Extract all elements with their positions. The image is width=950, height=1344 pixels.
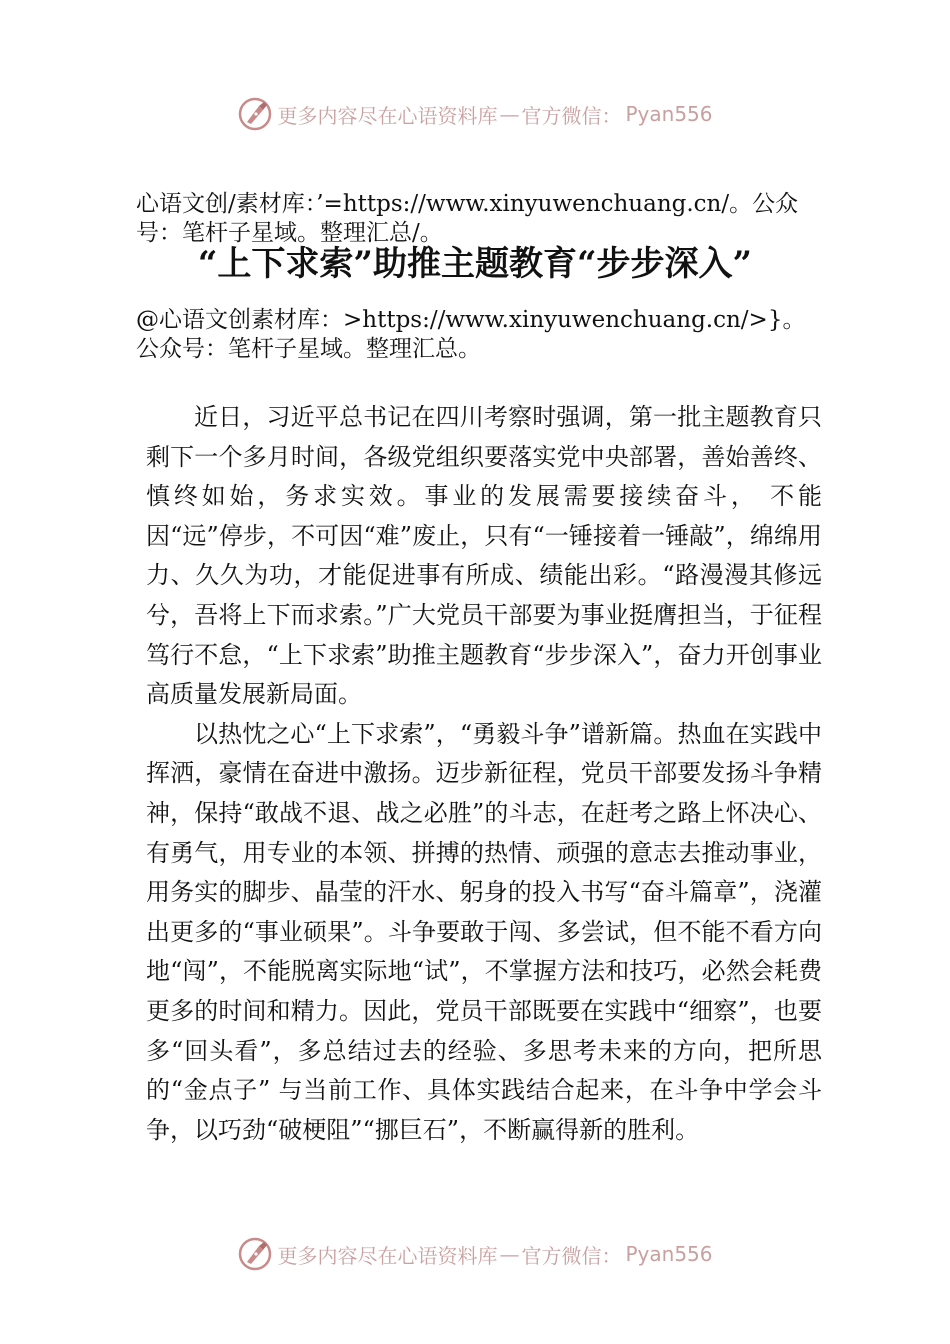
document-title: “上下求索”助推主题教育“步步深入” [197,244,753,284]
banner-text: 更多内容尽在心语资料库 [277,103,498,128]
banner-separator: — [499,102,520,126]
banner-wechat-label: 官方微信： [521,1243,622,1268]
banner-wechat-label: 官方微信： [521,103,622,128]
paragraph: 以热忱之心“上下求索”，“勇毅斗争”谱新篇。热血在实践中挥洒，豪情在奋进中激扬。迈步新征程，党员干部要发扬斗争精神，保持“敢战不退、战之必胜”的斗志，在赶考之路上怀决心、有勇气，用专业的本领、拼搏的热情、顽强的意志去推动事业，用务实的脚步、晶莹的汗水、躬身的投入书写“奋斗篇章”，浇灌出更多的“事业硕果”。斗争要敢于闯、多尝试，但不能不看方向地“闯”，不能脱离实际地“试”，不掌握方法和技巧，必然会耗费更多的时间和精力。因此，党员干部既要在实践中“细察”，也要多“回头看”，多总结过去的经验、多思考未来的方向，把所思的“金点子” 与当前工作、具体实践结合起来，在斗争中学会斗争，以巧劲“破梗阻”“挪巨石”，不断赢得新的胜利。 [146,719,822,1144]
banner-wechat-id: Pyan556 [625,102,713,126]
banner-separator: — [499,1242,520,1266]
paragraph: 近日，习近平总书记在四川考察时强调，第一批主题教育只剩下一个多月时间，各级党组织要落实党中央部署，善始善终、慎终如始，务求实效。事业的发展需要接续奋斗， 不能因“远”停步，不可因“难”废止，只有“一锤接着一锤敲”，绵绵用力、久久为功，才能促进事有所成、绩能出彩。“路漫漫其修远兮，吾将上下而求索。”广大党员干部要为事业挺膺担当，于征程笃行不怠，“上下求索”助推主题教育“步步深入”，奋力开创事业高质量发展新局面。 [146,403,822,709]
article-body [146,398,822,1150]
pen-nib-logo-icon [237,96,273,132]
source-note-top: 心语文创/素材库：’=https://www.xinyuwenchuang.cn/。公众号：笔杆子星域。整理汇总/。 [136,191,799,246]
source-note-bottom: @心语文创素材库：>https://www.xinyuwenchuang.cn/>}。公众号：笔杆子星域。整理汇总。 [136,307,806,362]
banner-text: 更多内容尽在心语资料库 [277,1243,498,1268]
banner-wechat-id: Pyan556 [625,1242,713,1266]
footer-watermark-banner [0,1232,950,1276]
header-watermark-banner [0,92,950,136]
pen-nib-logo-icon [237,1236,273,1272]
